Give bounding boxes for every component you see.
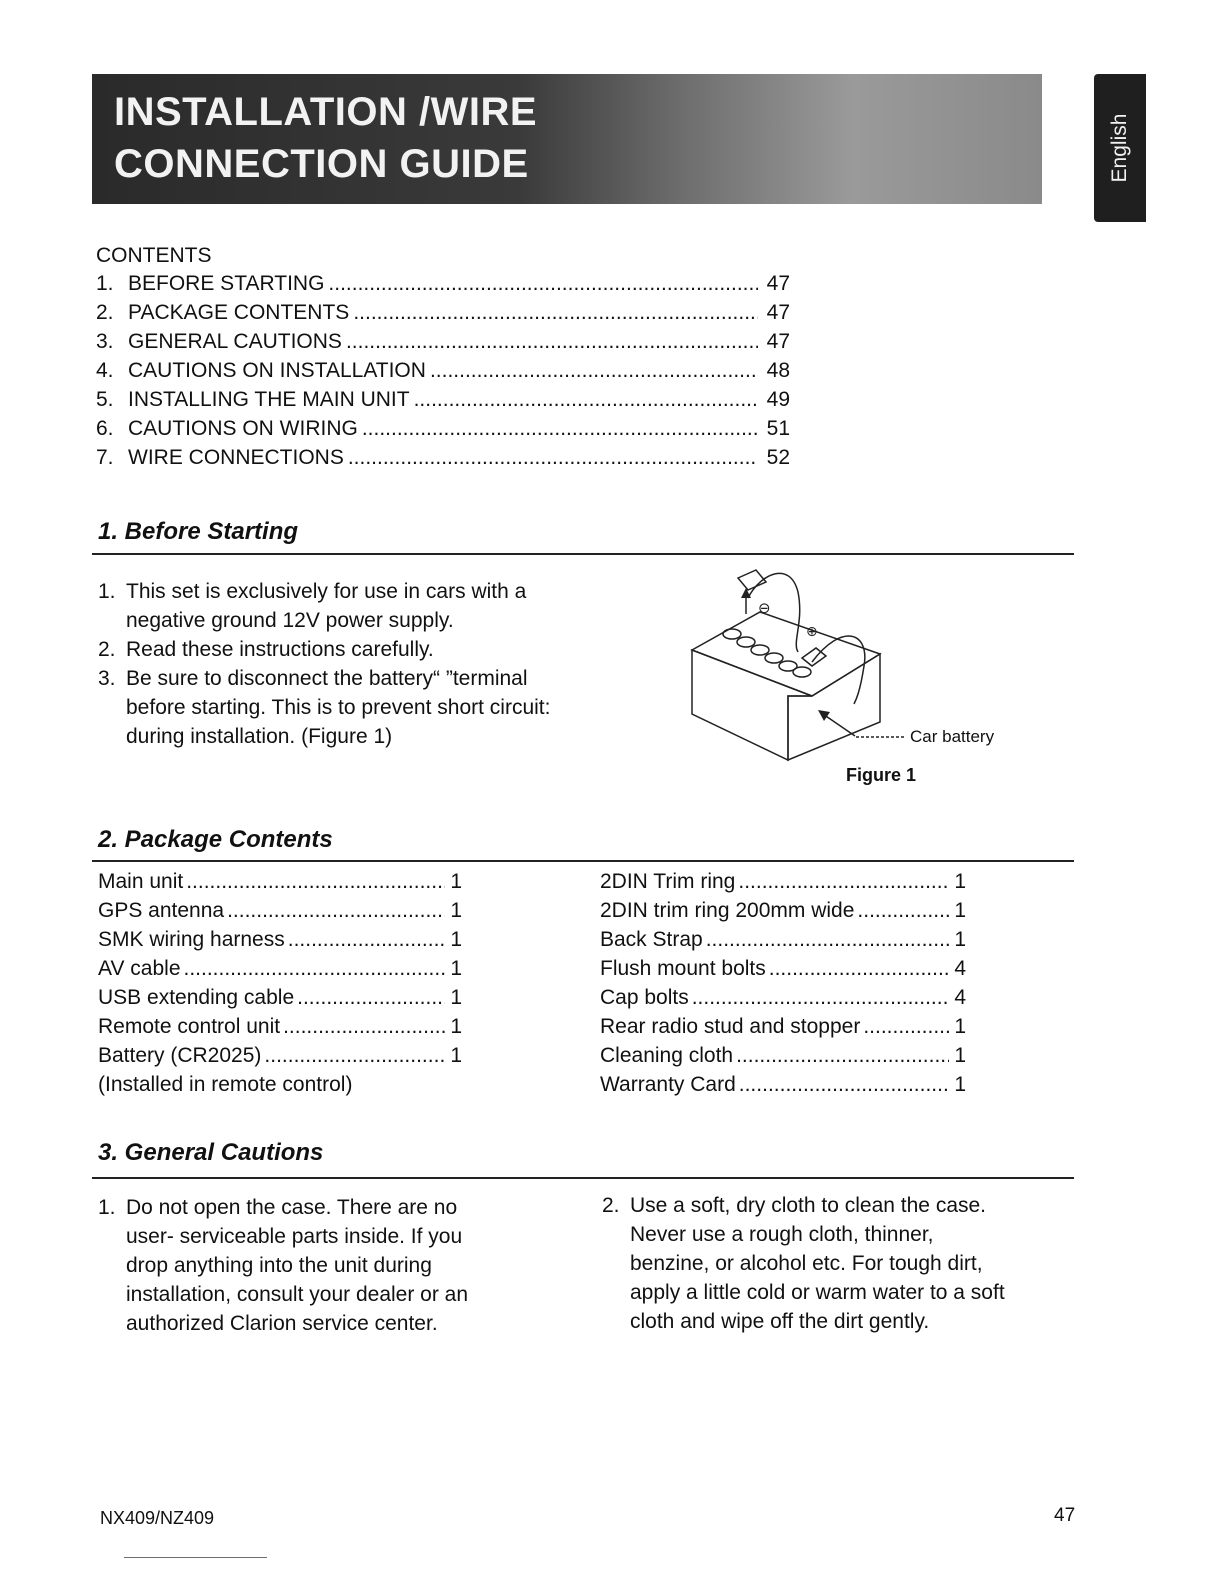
package-item-qty: 1 bbox=[954, 1015, 966, 1038]
toc-label: CAUTIONS ON WIRING bbox=[128, 417, 358, 440]
toc-page: 47 bbox=[766, 301, 790, 324]
toc-label: PACKAGE CONTENTS bbox=[128, 301, 350, 324]
minus-terminal-symbol: ⊖ bbox=[758, 599, 771, 617]
toc-number: 7. bbox=[96, 446, 114, 469]
package-item-label: Warranty Card bbox=[600, 1073, 736, 1096]
package-item-label: 2DIN Trim ring bbox=[600, 870, 736, 893]
dot-leader bbox=[857, 899, 949, 923]
list-text-line: This set is exclusively for use in cars with a bbox=[126, 580, 527, 603]
toc-entry[interactable] bbox=[96, 388, 790, 417]
package-item-qty: 1 bbox=[954, 928, 966, 951]
package-item-qty: 1 bbox=[450, 870, 462, 893]
package-item bbox=[600, 957, 966, 986]
package-item bbox=[98, 870, 462, 899]
package-item-label: SMK wiring harness bbox=[98, 928, 285, 951]
list-text-line: Do not open the case. There are no bbox=[126, 1196, 458, 1219]
dot-leader bbox=[283, 1015, 445, 1039]
dot-leader bbox=[739, 1073, 949, 1097]
toc-entry[interactable] bbox=[96, 272, 790, 301]
package-list-left bbox=[98, 870, 462, 1102]
dot-leader bbox=[353, 301, 758, 325]
toc-label: INSTALLING THE MAIN UNIT bbox=[128, 388, 410, 411]
toc-page: 48 bbox=[766, 359, 790, 382]
toc-label: WIRE CONNECTIONS bbox=[128, 446, 344, 469]
toc-entry[interactable] bbox=[96, 301, 790, 330]
list-number: 2. bbox=[98, 638, 116, 661]
list-text-line: Never use a rough cloth, thinner, bbox=[630, 1223, 934, 1246]
package-item-qty: 1 bbox=[450, 1015, 462, 1038]
toc-page: 47 bbox=[766, 272, 790, 295]
package-item-label: Cap bolts bbox=[600, 986, 689, 1009]
footer-page-number: 47 bbox=[1054, 1505, 1076, 1526]
package-note: (Installed in remote control) bbox=[98, 1073, 353, 1096]
toc-page: 51 bbox=[766, 417, 790, 440]
toc-number: 5. bbox=[96, 388, 114, 411]
dot-leader bbox=[184, 957, 446, 981]
toc-page: 52 bbox=[766, 446, 790, 469]
list-text-line: installation, consult your dealer or an bbox=[126, 1283, 469, 1306]
package-item bbox=[600, 1044, 966, 1073]
package-item bbox=[600, 1015, 966, 1044]
dot-leader bbox=[348, 446, 758, 470]
package-item-label: Cleaning cloth bbox=[600, 1044, 734, 1067]
dot-leader bbox=[186, 870, 445, 894]
dot-leader bbox=[863, 1015, 949, 1039]
car-battery-figure bbox=[680, 562, 1010, 772]
toc-label: BEFORE STARTING bbox=[128, 272, 325, 295]
package-item bbox=[600, 928, 966, 957]
dot-leader bbox=[297, 986, 445, 1010]
battery-front-face bbox=[788, 654, 880, 760]
package-item-label: Remote control unit bbox=[98, 1015, 281, 1038]
title-line-1: INSTALLATION /WIRE bbox=[114, 90, 538, 134]
section-divider bbox=[92, 1177, 1074, 1179]
battery-side-face bbox=[692, 650, 812, 760]
section-divider bbox=[92, 553, 1074, 555]
package-item bbox=[98, 957, 462, 986]
table-of-contents bbox=[96, 272, 790, 475]
before-starting-list bbox=[98, 577, 598, 751]
package-item-label: USB extending cable bbox=[98, 986, 295, 1009]
list-text-line: before starting. This is to prevent short circuit: bbox=[126, 696, 551, 719]
caution-item-2 bbox=[602, 1191, 1082, 1336]
list-text-line: authorized Clarion service center. bbox=[126, 1312, 438, 1335]
package-list-right bbox=[600, 870, 966, 1102]
caution-item-1 bbox=[98, 1193, 568, 1338]
list-item bbox=[98, 1193, 568, 1338]
title-banner bbox=[92, 74, 1042, 204]
list-text-line: Be sure to disconnect the battery“ ”terminal bbox=[126, 667, 528, 690]
plus-terminal-symbol: ⊕ bbox=[806, 624, 818, 640]
label-arrow-head bbox=[818, 710, 830, 721]
toc-number: 1. bbox=[96, 272, 114, 295]
dot-leader bbox=[414, 388, 758, 412]
dot-leader bbox=[692, 986, 949, 1010]
car-battery-label: Car battery bbox=[910, 727, 995, 746]
package-item-qty: 1 bbox=[954, 1073, 966, 1096]
package-item bbox=[600, 870, 966, 899]
toc-number: 6. bbox=[96, 417, 114, 440]
list-text-line: Use a soft, dry cloth to clean the case. bbox=[630, 1194, 987, 1217]
title-line-2: CONNECTION GUIDE bbox=[114, 142, 529, 186]
list-text-line: negative ground 12V power supply. bbox=[126, 609, 454, 632]
package-item-qty: 1 bbox=[954, 870, 966, 893]
list-number: 1. bbox=[98, 1196, 116, 1219]
list-text-line: Read these instructions carefully. bbox=[126, 638, 434, 661]
figure-caption: Figure 1 bbox=[846, 765, 917, 785]
dot-leader bbox=[430, 359, 758, 383]
dot-leader bbox=[227, 899, 445, 923]
list-text-line: drop anything into the unit during bbox=[126, 1254, 432, 1277]
dot-leader bbox=[346, 330, 758, 354]
package-item-label: GPS antenna bbox=[98, 899, 225, 922]
list-text-line: cloth and wipe off the dirt gently. bbox=[630, 1310, 930, 1333]
toc-number: 2. bbox=[96, 301, 114, 324]
dot-leader bbox=[264, 1044, 445, 1068]
section-title-general-cautions: 3. General Cautions bbox=[98, 1139, 324, 1166]
toc-page: 47 bbox=[766, 330, 790, 353]
package-item-label: Main unit bbox=[98, 870, 184, 893]
section-divider bbox=[92, 860, 1074, 862]
list-text-line: apply a little cold or warm water to a soft bbox=[630, 1281, 1005, 1304]
contents-heading: CONTENTS bbox=[96, 244, 212, 267]
package-item bbox=[98, 986, 462, 1015]
toc-entry[interactable] bbox=[96, 417, 790, 446]
package-item-label: Rear radio stud and stopper bbox=[600, 1015, 861, 1038]
toc-entry[interactable] bbox=[96, 359, 790, 388]
section-title-package-contents: 2. Package Contents bbox=[98, 826, 333, 853]
list-item bbox=[98, 635, 598, 664]
list-text-line: user- serviceable parts inside. If you bbox=[126, 1225, 463, 1248]
package-item-qty: 1 bbox=[450, 899, 462, 922]
package-item-qty: 4 bbox=[954, 986, 966, 1009]
footer-model: NX409/NZ409 bbox=[100, 1508, 215, 1528]
package-item-label: 2DIN trim ring 200mm wide bbox=[600, 899, 855, 922]
dot-leader bbox=[738, 870, 949, 894]
package-item-qty: 1 bbox=[450, 957, 462, 980]
package-item-label: Back Strap bbox=[600, 928, 703, 951]
package-item-qty: 1 bbox=[450, 986, 462, 1009]
footer-divider bbox=[124, 1557, 267, 1558]
toc-page: 49 bbox=[766, 388, 790, 411]
package-item bbox=[98, 928, 462, 957]
dot-leader bbox=[769, 957, 949, 981]
toc-entry[interactable] bbox=[96, 330, 790, 359]
list-number: 3. bbox=[98, 667, 116, 690]
list-number: 2. bbox=[602, 1194, 620, 1217]
package-item bbox=[98, 1044, 462, 1073]
package-item-qty: 1 bbox=[450, 1044, 462, 1067]
toc-label: GENERAL CAUTIONS bbox=[128, 330, 342, 353]
package-item-qty: 4 bbox=[954, 957, 966, 980]
toc-number: 4. bbox=[96, 359, 114, 382]
package-item bbox=[98, 1015, 462, 1044]
package-item bbox=[98, 899, 462, 928]
dot-leader bbox=[706, 928, 949, 952]
language-tab-label: English bbox=[1108, 113, 1131, 183]
battery-top-face bbox=[692, 612, 880, 696]
dot-leader bbox=[288, 928, 445, 952]
list-item bbox=[98, 664, 598, 751]
list-text-line: benzine, or alcohol etc. For tough dirt, bbox=[630, 1252, 983, 1275]
package-item-label: AV cable bbox=[98, 957, 181, 980]
package-item-label: Flush mount bolts bbox=[600, 957, 766, 980]
section-title-before-starting: 1. Before Starting bbox=[98, 518, 299, 545]
package-item bbox=[600, 899, 966, 928]
dot-leader bbox=[736, 1044, 949, 1068]
dot-leader bbox=[362, 417, 758, 441]
package-item-label: Battery (CR2025) bbox=[98, 1044, 262, 1067]
package-item bbox=[600, 1073, 966, 1102]
package-item bbox=[600, 986, 966, 1015]
negative-cable bbox=[748, 573, 800, 652]
toc-entry[interactable] bbox=[96, 446, 790, 475]
package-item-qty: 1 bbox=[450, 928, 462, 951]
package-item-qty: 1 bbox=[954, 899, 966, 922]
battery-cell-caps bbox=[723, 629, 811, 677]
list-item bbox=[602, 1191, 1082, 1336]
list-number: 1. bbox=[98, 580, 116, 603]
toc-number: 3. bbox=[96, 330, 114, 353]
toc-label: CAUTIONS ON INSTALLATION bbox=[128, 359, 426, 382]
package-item-qty: 1 bbox=[954, 1044, 966, 1067]
list-text-line: during installation. (Figure 1) bbox=[126, 725, 393, 748]
list-item bbox=[98, 577, 598, 635]
language-tab bbox=[1094, 74, 1146, 222]
dot-leader bbox=[328, 272, 758, 296]
